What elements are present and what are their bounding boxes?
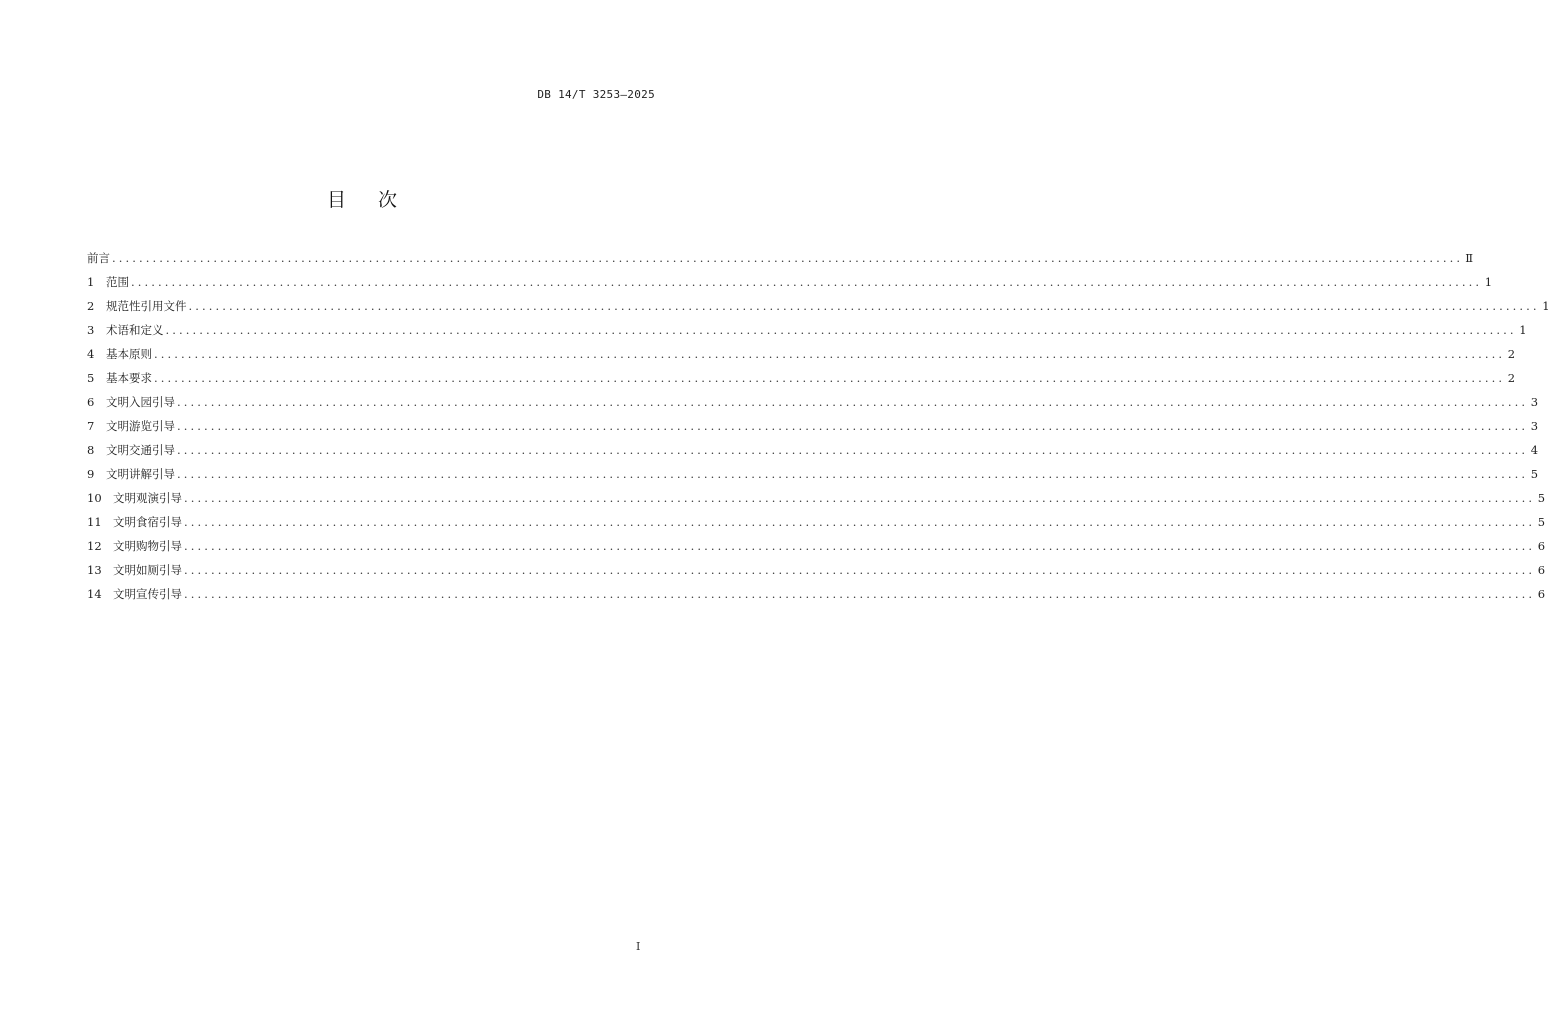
toc-entry-label: 文明游览引导 (106, 419, 175, 433)
toc-entry[interactable] (87, 346, 1516, 370)
toc-entry[interactable] (87, 490, 1546, 514)
toc-entry-number: 4 (87, 347, 95, 361)
toc-entry[interactable] (87, 466, 1539, 490)
toc-entry[interactable] (87, 250, 1474, 274)
toc-leader-dots: ........................................................................................................................................................................................................ (184, 515, 1536, 529)
toc-entry[interactable] (87, 322, 1527, 346)
toc-leader-dots: ........................................................................................................................................................................................................ (154, 371, 1506, 385)
toc-title-char-1: 目 (326, 189, 346, 211)
toc-entry-page: 5 (1530, 467, 1539, 481)
toc-entry[interactable] (87, 418, 1539, 442)
toc-entry-page: 2 (1507, 347, 1516, 361)
toc-entry-page: 3 (1530, 419, 1539, 433)
toc-leader-dots: ........................................................................................................................................................................................................ (177, 419, 1529, 433)
toc-leader-dots: ........................................................................................................................................................................................................ (154, 347, 1506, 361)
page-number: I (636, 940, 641, 953)
toc-entry-page: 6 (1537, 587, 1546, 601)
toc-entry-label: 文明讲解引导 (106, 467, 175, 481)
table-of-contents (87, 250, 1550, 610)
toc-entry-number: 6 (87, 395, 95, 409)
toc-entry-label: 基本要求 (106, 371, 152, 385)
toc-entry-label: 文明购物引导 (113, 539, 182, 553)
toc-entry[interactable] (87, 442, 1539, 466)
toc-entry-label: 文明观演引导 (113, 491, 182, 505)
toc-leader-dots: ........................................................................................................................................................................................................ (177, 395, 1529, 409)
toc-entry-number: 11 (87, 515, 102, 529)
toc-entry[interactable] (87, 514, 1546, 538)
standard-code: DB 14/T 3253—2025 (537, 88, 655, 101)
toc-entry-page: 5 (1537, 491, 1546, 505)
toc-entry-page: 2 (1507, 371, 1516, 385)
toc-entry-page: 3 (1530, 395, 1539, 409)
toc-entry-number: 7 (87, 419, 95, 433)
toc-entry-number: 8 (87, 443, 95, 457)
toc-entry-label: 文明食宿引导 (113, 515, 182, 529)
toc-entry-label: 文明入园引导 (106, 395, 175, 409)
toc-entry-number: 13 (87, 563, 102, 577)
toc-leader-dots: ........................................................................................................................................................................................................ (184, 587, 1536, 601)
toc-entry-number: 3 (87, 323, 95, 337)
toc-leader-dots: ........................................................................................................................................................................................................ (112, 251, 1464, 265)
toc-entry-label: 规范性引用文件 (106, 299, 187, 313)
toc-entry-page: 1 (1519, 323, 1527, 337)
toc-title-char-2: 次 (378, 189, 398, 211)
toc-entry-page: 5 (1537, 515, 1546, 529)
toc-entry-number: 14 (87, 587, 102, 601)
toc-entry-page: Ⅱ (1465, 251, 1474, 265)
toc-entry[interactable] (87, 298, 1550, 322)
toc-entry[interactable] (87, 370, 1516, 394)
toc-leader-dots: ........................................................................................................................................................................................................ (177, 443, 1529, 457)
toc-entry[interactable] (87, 562, 1546, 586)
toc-entry-page: 4 (1530, 443, 1539, 457)
toc-entry-label: 基本原则 (106, 347, 152, 361)
toc-leader-dots: ........................................................................................................................................................................................................ (184, 491, 1536, 505)
toc-entry-page: 1 (1542, 299, 1550, 313)
toc-entry-label: 前言 (87, 251, 110, 265)
toc-entry-page: 1 (1484, 275, 1493, 289)
toc-entry-number: 1 (87, 275, 95, 289)
toc-entry-number: 10 (87, 491, 102, 505)
toc-entry-number: 9 (87, 467, 95, 481)
toc-title (0, 185, 724, 212)
toc-entry-number: 2 (87, 299, 95, 313)
toc-entry[interactable] (87, 538, 1546, 562)
toc-entry[interactable] (87, 274, 1493, 298)
toc-entry[interactable] (87, 394, 1539, 418)
toc-entry-label: 文明宣传引导 (113, 587, 182, 601)
toc-entry-label: 文明如厕引导 (113, 563, 182, 577)
toc-entry-page: 6 (1537, 563, 1546, 577)
toc-leader-dots: ........................................................................................................................................................................................................ (131, 275, 1483, 289)
toc-entry-number: 5 (87, 371, 95, 385)
toc-entry-label: 术语和定义 (106, 323, 164, 337)
toc-entry-label: 文明交通引导 (106, 443, 175, 457)
toc-entry-number: 12 (87, 539, 102, 553)
toc-leader-dots: ........................................................................................................................................................................................................ (184, 539, 1536, 553)
toc-entry[interactable] (87, 586, 1546, 610)
toc-entry-label: 范围 (106, 275, 129, 289)
toc-leader-dots: ........................................................................................................................................................................................................ (177, 467, 1529, 481)
toc-entry-page: 6 (1537, 539, 1546, 553)
toc-leader-dots: ........................................................................................................................................................................................................ (165, 323, 1517, 337)
toc-leader-dots: ........................................................................................................................................................................................................ (184, 563, 1536, 577)
toc-leader-dots: ........................................................................................................................................................................................................ (188, 299, 1540, 313)
